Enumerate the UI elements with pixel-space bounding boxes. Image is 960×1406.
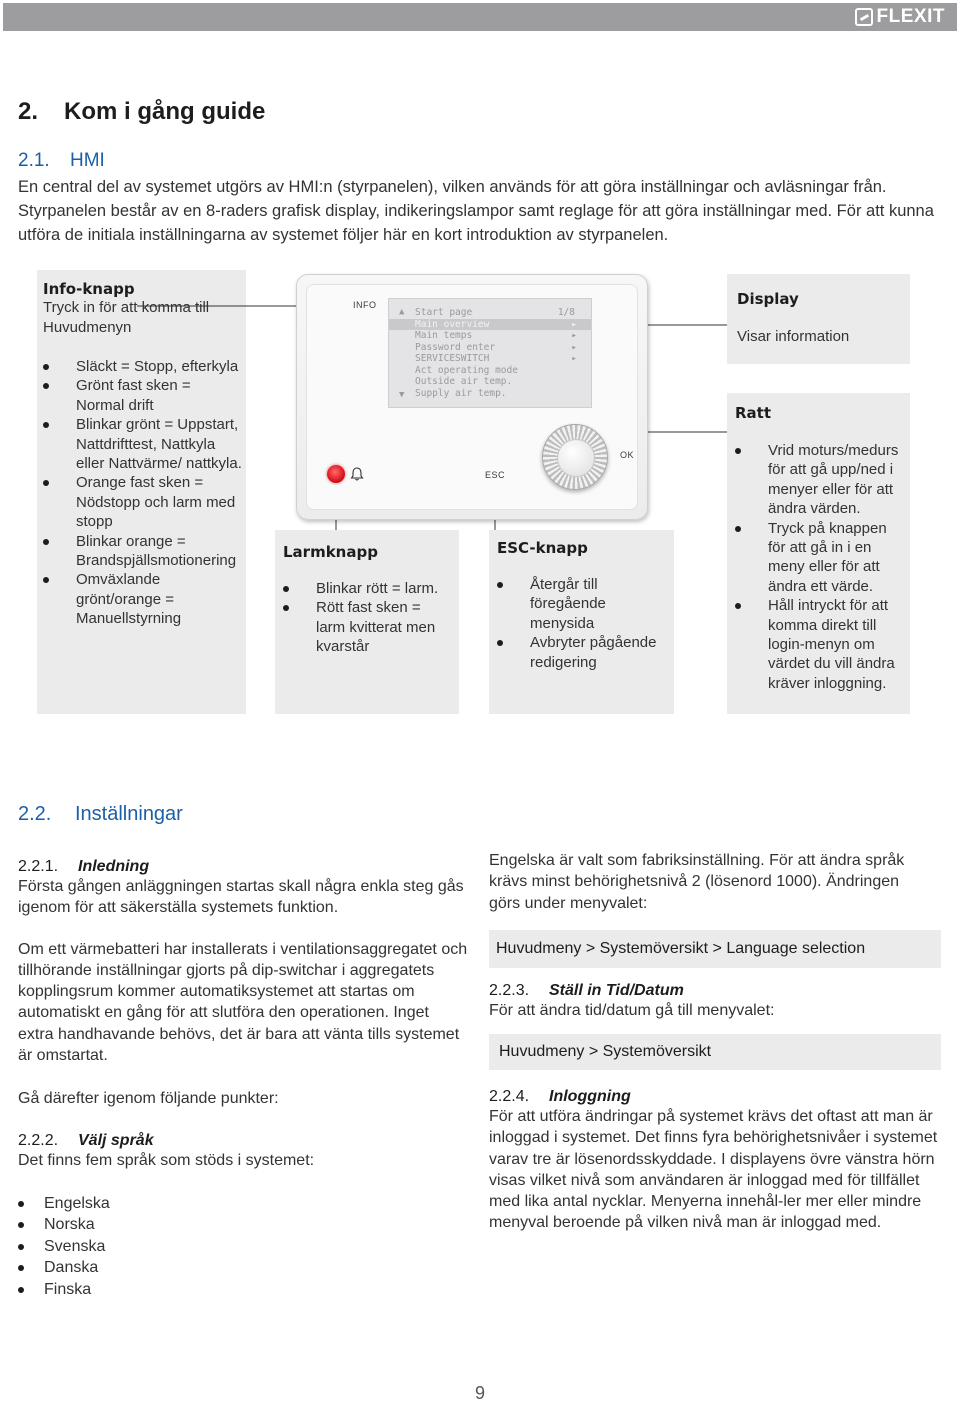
list-item: Rött fast sken = larm kvitterat men kvarstår (283, 598, 451, 656)
list-item: Återgår till föregående menysida (497, 575, 666, 633)
list-item: Avbryter pågående redigering (497, 633, 666, 672)
screen-row: Outside air temp. (415, 376, 513, 387)
larmknapp-title: Larmknapp (283, 543, 378, 561)
callout-display (727, 274, 910, 364)
ok-label: OK (620, 450, 635, 460)
list-item: Omväxlande grönt/orange = Manuellstyrning (43, 570, 243, 628)
tid-menu-path: Huvudmeny > Systemöversikt (489, 1034, 941, 1070)
list-item: Finska (18, 1279, 468, 1300)
installningar-heading (18, 803, 183, 826)
tid-heading (489, 982, 941, 1000)
callout-info-knapp (37, 270, 246, 714)
hmi-display (388, 298, 592, 408)
language-list (18, 1193, 468, 1300)
list-item: Engelska (18, 1193, 468, 1214)
info-knapp-text: Tryck in för att komma till Huvudmenyn (43, 299, 210, 336)
screen-row: Main temps ▸ (415, 330, 577, 341)
tid-text: För att ändra tid/datum gå till menyvalet: (489, 1002, 775, 1019)
list-item: Danska (18, 1257, 468, 1278)
page-number: 9 (474, 1383, 485, 1403)
list-item: Håll intryckt för att komma direkt till login-menyn om värdet du vill ändra kräver inloggning. (735, 596, 907, 693)
bell-icon (349, 466, 365, 482)
inloggning-title: Inloggning (549, 1088, 631, 1105)
callout-esc-knapp (489, 530, 674, 714)
list-item: Släckt = Stopp, efterkyla (43, 357, 243, 376)
installningar-title: Inställningar (75, 803, 183, 825)
inledning-para2: Om ett värmebatteri har installerats i ventilationsaggregatet och tillhörande inställningar gjorts på dip-switchar i aggregatets kopplingsrum kommer automatiksystemet att startas om automatiskt en gång för att slutföra den operationen. Inget extra handhavande behövs, det är bara att vänta tills systemet är omstartat. (18, 940, 468, 1065)
list-item: Blinkar orange = Brandspjällsmotionering (43, 532, 243, 571)
esc-knapp-title: ESC-knapp (497, 539, 588, 557)
sprak-default-text: Engelska är valt som fabriksinställning. För att ändra språk krävs minst behörighetsnivå 2 (lösenord 1000). Ändringen görs under menyvalet: (489, 852, 905, 912)
sprak-title: Välj språk (78, 1131, 154, 1149)
inloggning-section (489, 1088, 941, 1234)
logo-text: FLEXIT (876, 6, 945, 27)
chevron-right-icon: ▸ (571, 330, 577, 341)
sprak-number: 2.2.2. (18, 1131, 59, 1149)
display-title: Display (737, 290, 799, 308)
display-text: Visar information (737, 328, 850, 345)
list-item: Blinkar rött = larm. (283, 579, 451, 598)
left-column (18, 858, 468, 1300)
chevron-right-icon: ▸ (571, 353, 577, 364)
info-knapp-title: Info-knapp (43, 280, 135, 298)
sprak-text: Det finns fem språk som stöds i systemet: (18, 1151, 315, 1169)
info-button[interactable]: INFO (353, 300, 377, 310)
inledning-text: Första gången anläggningen startas skall några enkla steg gås igenom för att säkerställa systemets funktion. (18, 878, 464, 917)
esc-knapp-list (497, 575, 666, 672)
larmknapp-list (283, 579, 451, 657)
list-item: Vrid moturs/medurs för att gå upp/ned i menyer eller för att ändra värden. (735, 441, 907, 519)
hmi-title: HMI (70, 150, 105, 171)
rotary-knob[interactable] (542, 424, 608, 490)
flexit-logo (855, 7, 945, 27)
callout-ratt (727, 393, 910, 714)
screen-row: Password enter ▸ (415, 341, 577, 353)
ratt-title: Ratt (735, 404, 772, 422)
tid-title: Ställ in Tid/Datum (549, 982, 684, 999)
scroll-up-icon: ▲ (399, 307, 405, 317)
chevron-right-icon: ▸ (571, 318, 577, 330)
screen-row-selected: Main overview ▸ (389, 319, 591, 331)
sprak-heading (18, 1132, 468, 1150)
list-item: Svenska (18, 1236, 468, 1257)
ratt-list (735, 441, 907, 693)
flexit-logo-icon (855, 8, 873, 26)
esc-button[interactable]: ESC (485, 470, 506, 480)
language-menu-path: Huvudmeny > Systemöversikt > Language selection (489, 930, 941, 968)
tid-section (489, 982, 941, 1021)
inloggning-text: För att utföra ändringar på systemet krävs det oftast att man är inloggad i systemet. Det finns fyra behörighetsnivåer i systemet varav tre är lösenordsskyddade. I displayens övre vänstra hörn visas vilket nivå som användaren är inloggad med för tillfället med lika antal nycklar. Menyerna innehål-ler mer eller mindre menyval beroende på vilken nivå man är inloggad med. (489, 1108, 938, 1232)
list-item: Blinkar grönt = Uppstart, Nattdrifttest, Nattkyla eller Nattvärme/ nattkyla. (43, 415, 243, 473)
hmi-intro: En central del av systemet utgörs av HMI:n (styrpanelen), vilken används för att göra inställningar och avläsningar från. Styrpanelen består av en 8-raders grafisk display, indikeringslampor samt reglage för att göra inställningar med. För att kunna utföra de initiala inställningarna av systemet följer här en kort introduktion av styrpanelen. (18, 178, 934, 244)
screen-page-indicator: 1/8 (557, 307, 575, 318)
installningar-number: 2.2. (18, 803, 52, 825)
list-item: Tryck på knappen för att gå in i en meny eller för att ändra ett värde. (735, 519, 907, 597)
screen-row: SERVICESWITCH ▸ (415, 353, 577, 364)
chevron-right-icon: ▸ (571, 341, 577, 353)
header-bar (3, 3, 957, 31)
inledning-heading (18, 858, 468, 876)
info-knapp-list (43, 357, 243, 629)
section-heading (18, 98, 265, 126)
list-item: Norska (18, 1214, 468, 1235)
hmi-number: 2.1. (18, 150, 50, 171)
inloggning-heading (489, 1088, 941, 1106)
inledning-number: 2.2.1. (18, 858, 59, 875)
inledning-para3: Gå därefter igenom följande punkter: (18, 1090, 279, 1108)
list-item: Orange fast sken = Nödstopp och larm med stopp (43, 473, 243, 531)
callout-larmknapp (275, 530, 459, 714)
screen-row: Start page (415, 307, 473, 318)
list-item: Grönt fast sken = Normal drift (43, 376, 243, 415)
alarm-led[interactable] (327, 465, 345, 483)
inloggning-number: 2.2.4. (489, 1088, 530, 1105)
section-number: 2. (18, 98, 39, 125)
screen-row: Supply air temp. (415, 387, 507, 399)
inledning-title: Inledning (78, 858, 150, 875)
scroll-down-icon: ▼ (399, 389, 405, 400)
screen-row: Act operating mode (415, 364, 518, 376)
hmi-heading (18, 150, 105, 172)
tid-number: 2.2.3. (489, 982, 530, 999)
section-title: Kom i gång guide (64, 98, 266, 125)
